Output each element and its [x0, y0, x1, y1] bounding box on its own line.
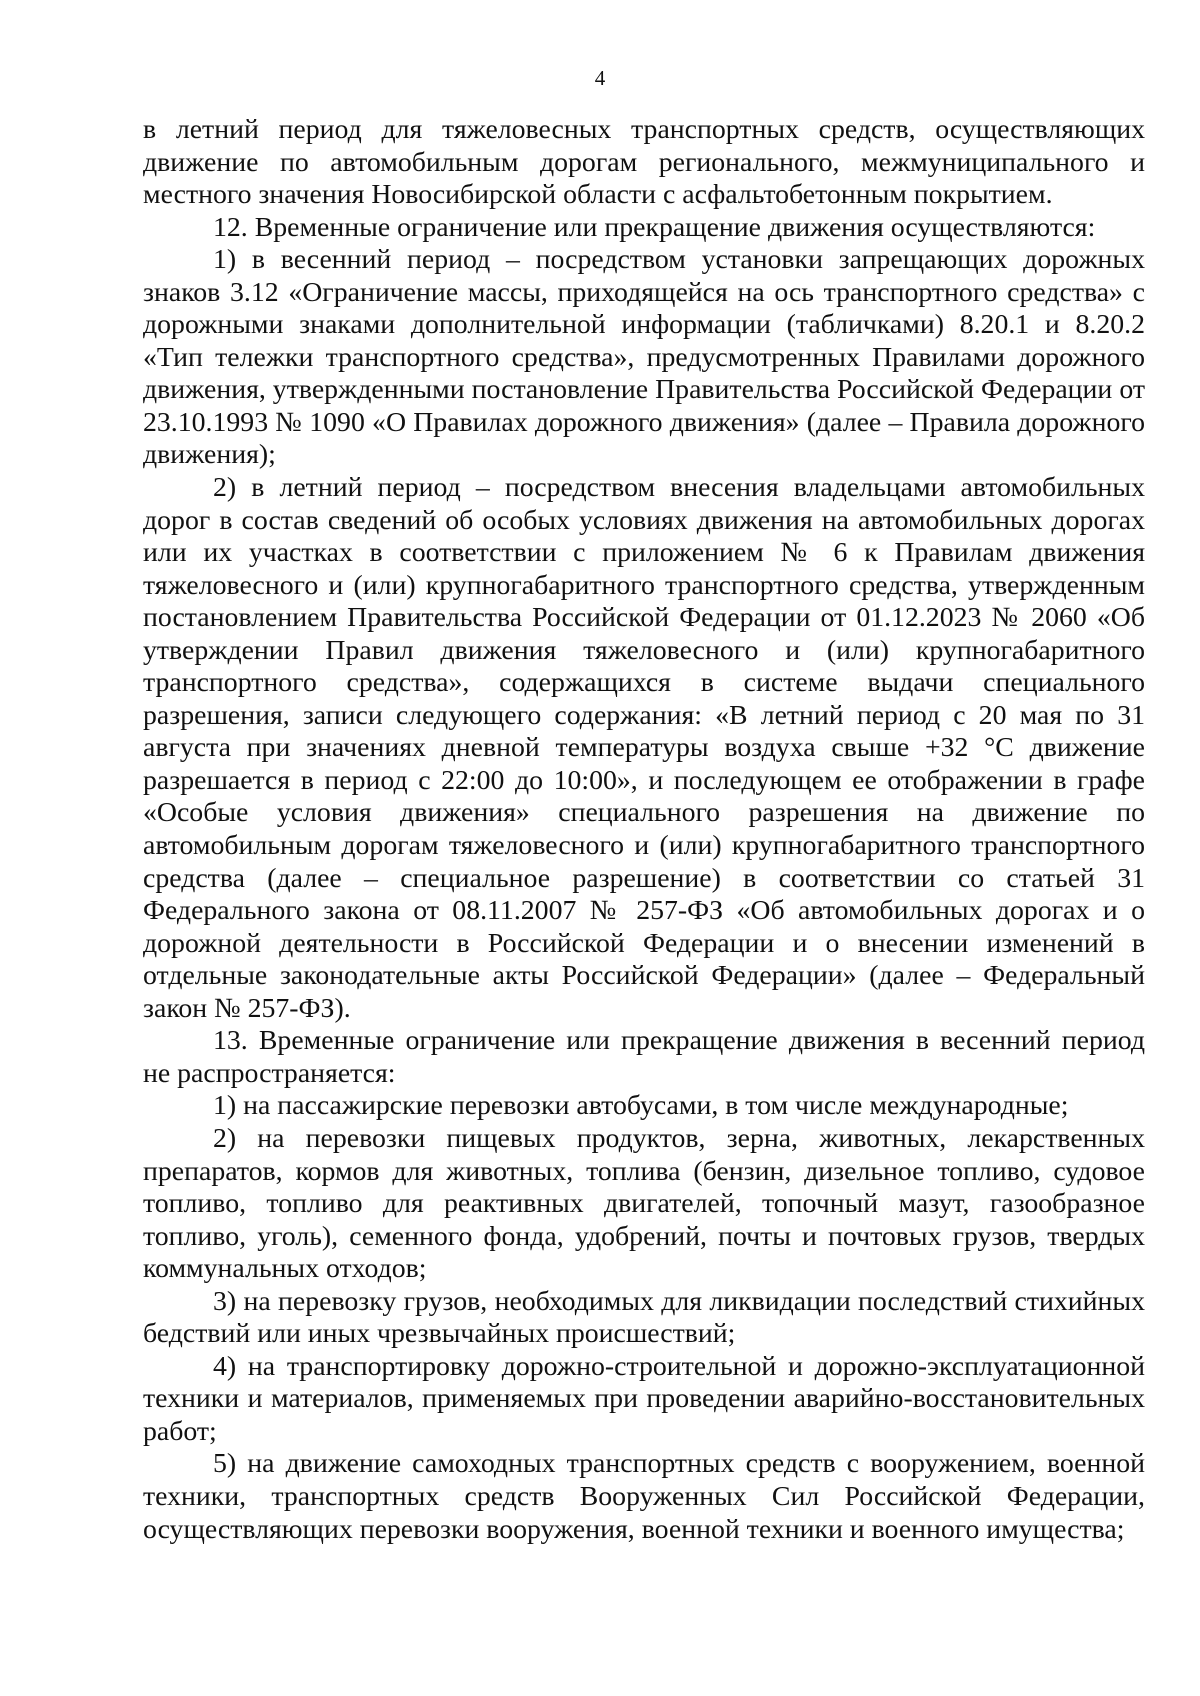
document-body	[143, 114, 1145, 1546]
paragraph-item-13-1: 1) на пассажирские перевозки автобусами, в том числе международные;	[213, 1090, 1069, 1122]
paragraph-item-13-2: 2) на перевозки пищевых продуктов, зерна, животных, лекарственных препаратов, кормов для животных, топлива (бензин, дизельное топливо, судовое топливо, топливо для реактивных двигателей, топочный мазут, газообразное топливо, уголь), семенного фонда, удобрений, почты и почтовых грузов, твердых коммунальных отходов;	[143, 1122, 1145, 1285]
paragraph-item-12-2: 2) в летний период – посредством внесения владельцами автомобильных дорог в состав сведений об особых условиях движения на автомобильных дорогах или их участках в соответствии с приложением № 6 к Правилам движения тяжеловесного и (или) крупногабаритного транспортного средства, утвержденным постановлением Правительства Российской Федерации от 01.12.2023 № 2060 «Об утверждении Правил движения тяжеловесного и (или) крупногабаритного транспортного средства», содержащихся в системе выдачи специального разрешения, записи следующего содержания: «В летний период с 20 мая по 31 августа при значениях дневной температуры воздуха свыше +32 °С движение разрешается в период с 22:00 до 10:00», и последующем ее отображении в графе «Особые условия движения» специального разрешения на движение по автомобильным дорогам тяжеловесного и (или) крупногабаритного транспортного средства (далее – специальное разрешение) в соответствии со статьей 31 Федерального закона от 08.11.2007 № 257-ФЗ «Об автомобильных дорогах и о дорожной деятельности в Российской Федерации и о внесении изменений в отдельные законодательные акты Российской Федерации» (далее – Федеральный закон № 257-ФЗ).	[143, 472, 1145, 1024]
paragraph-item-13-3: 3) на перевозку грузов, необходимых для ликвидации последствий стихийных бедствий или иных чрезвычайных происшествий;	[143, 1285, 1145, 1350]
paragraph-item-13: 13. Временные ограничение или прекращение движения в весенний период не распространяется:	[143, 1025, 1145, 1089]
paragraph-item-12-1: 1) в весенний период – посредством установки запрещающих дорожных знаков 3.12 «Ограничение массы, приходящейся на ось транспортного средства» с дорожными знаками дополнительной информации (табличками) 8.20.1 и 8.20.2 «Тип тележки транспортного средства», предусмотренных Правилами дорожного движения, утвержденными постановление Правительства Российской Федерации от 23.10.1993 № 1090 «О Правилах дорожного движения» (далее – Правила дорожного движения);	[143, 244, 1145, 471]
paragraph-item-13-5: 5) на движение самоходных транспортных средств с вооружением, военной техники, транспортных средств Вооруженных Сил Российской Федерации, осуществляющих перевозки вооружения, военной техники и военного имущества;	[143, 1448, 1145, 1545]
paragraph-item-13-4: 4) на транспортировку дорожно-строительной и дорожно-эксплуатационной техники и материалов, применяемых при проведении аварийно-восстановительных работ;	[143, 1350, 1145, 1447]
paragraph-continuation: в летний период для тяжеловесных транспортных средств, осуществляющих движение по автомобильным дорогам регионального, межмуниципального и местного значения Новосибирской области с асфальтобетонным покрытием.	[143, 114, 1145, 211]
paragraph-item-12: 12. Временные ограничение или прекращение движения осуществляются:	[213, 211, 1096, 243]
page-number: 4	[594, 66, 606, 90]
